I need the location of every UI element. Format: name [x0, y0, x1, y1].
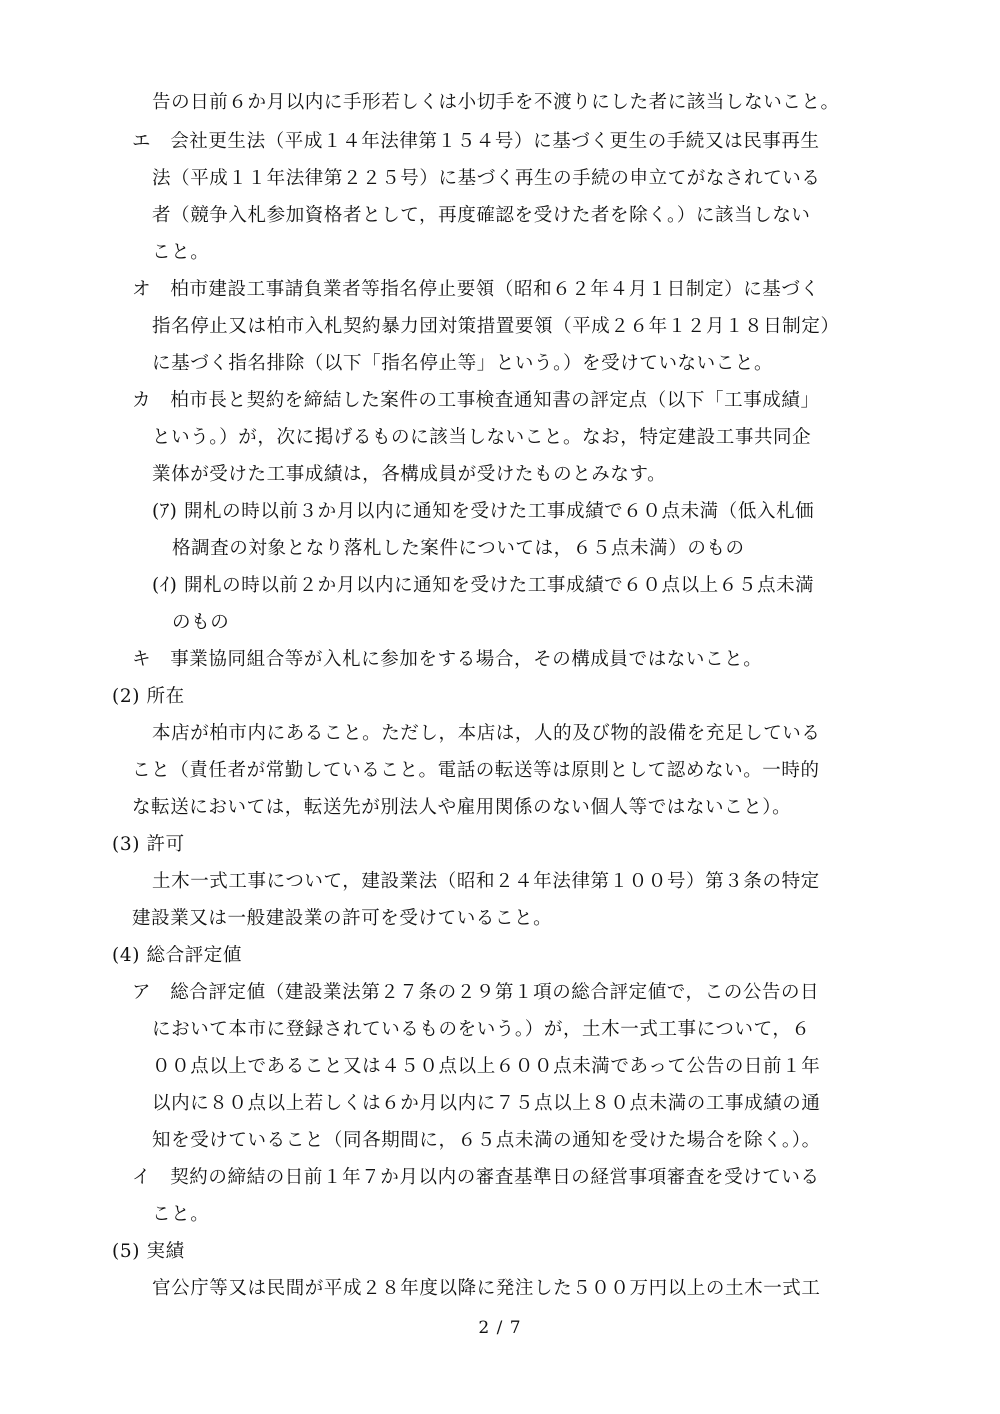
- text-line: に基づく指名排除（以下「指名停止等」という。）を受けていないこと。: [152, 353, 774, 374]
- item-ki: キ 事業協同組合等が入札に参加をする場合，その構成員ではないこと。: [132, 649, 763, 670]
- text-line: 告の日前６か月以内に手形若しくは小切手を不渡りにした者に該当しないこと。: [152, 92, 840, 113]
- text-line: な転送においては，転送先が別法人や雇用関係のない個人等ではないこと）。: [132, 797, 792, 818]
- item-o: オ 柏市建設工事請負業者等指名停止要領（昭和６２年４月１日制定）に基づく: [132, 279, 820, 300]
- item-ka: カ 柏市長と契約を締結した案件の工事検査通知書の評定点（以下「工事成績」: [132, 390, 820, 411]
- page-number: 2 / 7: [478, 1318, 522, 1338]
- text-line: 土木一式工事について，建設業法（昭和２４年法律第１００号）第３条の特定: [152, 871, 820, 892]
- text-line: という。）が，次に掲げるものに該当しないこと。なお，特定建設工事共同企: [152, 427, 812, 448]
- section-heading: (2) 所在: [112, 686, 185, 707]
- text-line: 業体が受けた工事成績は，各構成員が受けたものとみなす。: [152, 464, 667, 485]
- text-line: のもの: [172, 612, 230, 633]
- text-line: こと。: [152, 242, 210, 263]
- text-line: 知を受けていること（同各期間に，６５点未満の通知を受けた場合を除く。）。: [152, 1130, 821, 1151]
- item-a: ア 総合評定値（建設業法第２７条の２９第１項の総合評定値で，この公告の日: [132, 982, 820, 1003]
- text-line: 指名停止又は柏市入札契約暴力団対策措置要領（平成２６年１２月１８日制定）: [152, 316, 840, 337]
- text-line: 本店が柏市内にあること。ただし，本店は，人的及び物的設備を充足している: [152, 723, 821, 744]
- section-heading: (5) 実績: [112, 1241, 185, 1262]
- text-line: こと（責任者が常勤していること。電話の転送等は原則として認めない。一時的: [132, 760, 820, 781]
- subitem-a: (ｱ) 開札の時以前３か月以内に通知を受けた工事成績で６０点未満（低入札価: [152, 501, 815, 522]
- text-line: 以内に８０点以上若しくは６か月以内に７５点以上８０点未満の工事成績の通: [152, 1093, 821, 1114]
- section-heading: (4) 総合評定値: [112, 945, 242, 966]
- text-line: こと。: [152, 1204, 210, 1225]
- text-line: ００点以上であること又は４５０点以上６００点未満であって公告の日前１年: [152, 1056, 821, 1077]
- text-line: 建設業又は一般建設業の許可を受けていること。: [132, 908, 553, 929]
- section-heading: (3) 許可: [112, 834, 185, 855]
- text-line: において本市に登録されているものをいう。）が，土木一式工事について，６: [152, 1019, 811, 1040]
- text-line: 官公庁等又は民間が平成２８年度以降に発注した５００万円以上の土木一式工: [152, 1278, 821, 1299]
- item-e: エ 会社更生法（平成１４年法律第１５４号）に基づく更生の手続又は民事再生: [132, 131, 820, 152]
- text-line: 格調査の対象となり落札した案件については，６５点未満）のもの: [172, 538, 745, 559]
- text-line: 法（平成１１年法律第２２５号）に基づく再生の手続の申立てがなされている: [152, 168, 821, 189]
- text-line: 者（競争入札参加資格者として，再度確認を受けた者を除く。）に該当しない: [152, 205, 811, 226]
- subitem-i: (ｲ) 開札の時以前２か月以内に通知を受けた工事成績で６０点以上６５点未満: [152, 575, 815, 596]
- item-i: イ 契約の締結の日前１年７か月以内の審査基準日の経営事項審査を受けている: [132, 1167, 820, 1188]
